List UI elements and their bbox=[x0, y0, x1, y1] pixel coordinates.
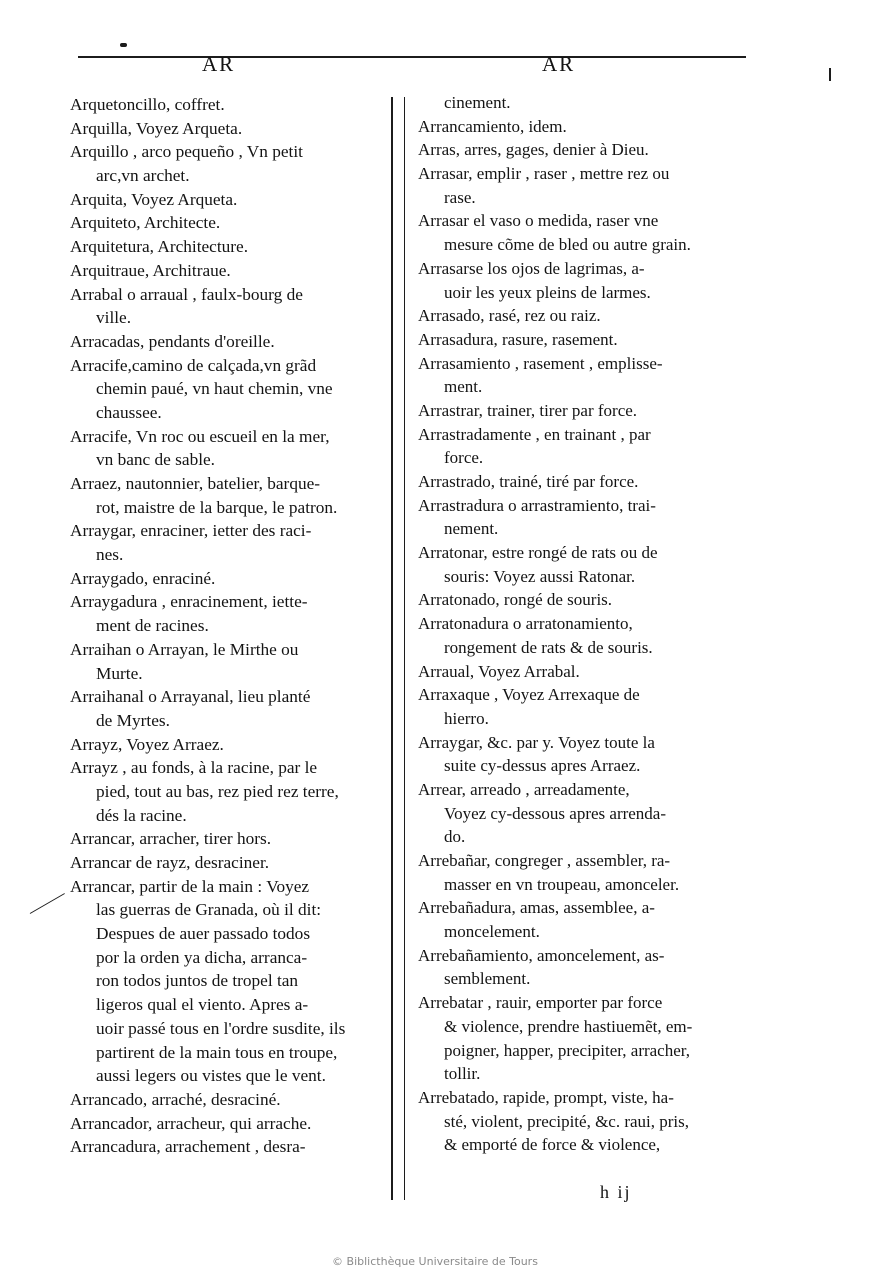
text-line: Arrastradura o arrastramiento, trai- bbox=[418, 495, 656, 515]
text-line: Arratonadura o arratonamiento, bbox=[418, 614, 633, 634]
header-rule bbox=[78, 56, 746, 58]
text-line: Arquetoncillo, coffret. bbox=[70, 95, 225, 114]
text-line: nes. bbox=[96, 545, 124, 565]
text-line: Arquitetura, Architecture. bbox=[70, 237, 249, 257]
text-line: Arquilla, Voyez Arqueta. bbox=[70, 118, 243, 138]
text-line: Arracife, Vn roc ou escueil en la mer, bbox=[70, 426, 330, 446]
text-line: tollir. bbox=[444, 1064, 481, 1084]
text-line: Arraual, Voyez Arrabal. bbox=[418, 661, 580, 681]
text-line: vn banc de sable. bbox=[96, 450, 216, 470]
text-line: hierro. bbox=[444, 708, 489, 728]
text-line: rongement de rats & de souris. bbox=[444, 637, 653, 657]
text-line: ment. bbox=[444, 377, 483, 397]
left-column bbox=[70, 93, 390, 1159]
text-line: Arratonado, rongé de souris. bbox=[418, 590, 613, 610]
right-column bbox=[418, 91, 738, 1157]
text-line: dés la racine. bbox=[96, 805, 187, 825]
text-line: semblement. bbox=[444, 969, 531, 989]
text-line: uoir passé tous en l'ordre susdite, ils bbox=[96, 1018, 346, 1038]
text-line: partirent de la main tous en troupe, bbox=[96, 1042, 338, 1062]
text-line: Arrastradamente , en trainant , par bbox=[418, 424, 651, 444]
text-line: Arraihan o Arrayan, le Mirthe ou bbox=[70, 639, 299, 659]
text-line: Arrebatado, rapide, prompt, viste, ha- bbox=[418, 1087, 674, 1107]
text-line: chaussee. bbox=[96, 402, 162, 422]
text-line: Arracadas, pendants d'oreille. bbox=[70, 331, 275, 351]
text-line: souris: Voyez aussi Ratonar. bbox=[444, 566, 636, 586]
text-line: & violence, prendre hastiuemẽt, em- bbox=[444, 1016, 693, 1036]
text-line: ron todos juntos de tropel tan bbox=[96, 971, 299, 991]
text-line: chemin paué, vn haut chemin, vne bbox=[96, 379, 333, 399]
text-line: pied, tout au bas, rez pied rez terre, bbox=[96, 781, 339, 801]
text-line: Arquillo , arco pequeño , Vn petit bbox=[70, 142, 303, 162]
text-line: suite cy-dessus apres Arraez. bbox=[444, 756, 641, 776]
text-line: rot, maistre de la barque, le patron. bbox=[96, 497, 338, 517]
text-line: poigner, happer, precipiter, arracher, bbox=[444, 1040, 691, 1060]
pen-mark bbox=[30, 893, 65, 914]
text-line: Arrear, arreado , arreadamente, bbox=[418, 779, 630, 799]
text-line: Arrasar, emplir , raser , mettre rez ou bbox=[418, 164, 670, 184]
text-line: Arrabal o arraual , faulx-bourg de bbox=[70, 284, 303, 304]
text-line: Arrancar, partir de la main : Voyez bbox=[70, 876, 310, 896]
text-line: Arquitraue, Architraue. bbox=[70, 260, 231, 280]
text-line: de Myrtes. bbox=[96, 710, 170, 730]
text-line: Arrancado, arraché, desraciné. bbox=[70, 1089, 281, 1109]
text-line: ligeros qual el viento. Apres a- bbox=[96, 995, 309, 1015]
text-line: Murte. bbox=[96, 663, 143, 683]
text-line: Arrasadura, rasure, rasement. bbox=[418, 329, 618, 349]
text-line: Arquiteto, Architecte. bbox=[70, 213, 221, 233]
text-line: Arraygadura , enracinement, iette- bbox=[70, 592, 308, 612]
column-rule bbox=[391, 97, 393, 1200]
text-line: masser en vn troupeau, amonceler. bbox=[444, 874, 680, 894]
text-line: uoir les yeux pleins de larmes. bbox=[444, 282, 651, 302]
text-line: aussi legers ou vistes que le vent. bbox=[96, 1066, 326, 1086]
text-line: Arrayz, Voyez Arraez. bbox=[70, 734, 224, 754]
signature-mark: h ij bbox=[600, 1182, 632, 1202]
text-line: Arratonar, estre rongé de rats ou de bbox=[418, 543, 658, 563]
text-line: Arquita, Voyez Arqueta. bbox=[70, 189, 238, 209]
text-line: las guerras de Granada, où il dit: bbox=[96, 900, 322, 920]
text-line: Arraygar, &c. par y. Voyez toute la bbox=[418, 732, 655, 752]
text-line: Arrebatar , rauir, emporter par force bbox=[418, 993, 663, 1013]
library-credit: © Biblicthèque Universitaire de Tours bbox=[332, 1255, 538, 1268]
text-line: rase. bbox=[444, 187, 476, 207]
text-line: moncelement. bbox=[444, 922, 540, 942]
text-line: mesure cõme de bled ou autre grain. bbox=[444, 235, 691, 255]
text-line: Arrasarse los ojos de lagrimas, a- bbox=[418, 258, 645, 278]
text-line: ment de racines. bbox=[96, 616, 209, 636]
text-line: Arrancamiento, idem. bbox=[418, 116, 567, 136]
text-line: Arras, arres, gages, denier à Dieu. bbox=[418, 140, 649, 160]
text-line: Arraez, nautonnier, batelier, barque- bbox=[70, 474, 321, 493]
running-head-right: AR bbox=[542, 52, 576, 76]
text-line: Arrastrado, trainé, tiré par force. bbox=[418, 472, 639, 491]
text-line: por la orden ya dicha, arranca- bbox=[96, 947, 308, 967]
text-line: Arraxaque , Voyez Arrexaque de bbox=[418, 685, 640, 705]
text-line: Arrasar el vaso o medida, raser vne bbox=[418, 211, 659, 231]
column-rule bbox=[404, 97, 405, 1200]
text-line: Arraihanal o Arrayanal, lieu planté bbox=[70, 687, 311, 707]
text-line: & emporté de force & violence, bbox=[444, 1135, 661, 1155]
text-line: Arrastrar, trainer, tirer par force. bbox=[418, 400, 638, 420]
text-line: Arrancar, arracher, tirer hors. bbox=[70, 829, 272, 849]
running-head-left: AR bbox=[202, 52, 236, 76]
text-line: sté, violent, precipité, &c. raui, pris, bbox=[444, 1111, 690, 1131]
text-line: ville. bbox=[96, 308, 132, 328]
text-line: Arrebañadura, amas, assemblee, a- bbox=[418, 898, 655, 918]
text-line: Arrasado, rasé, rez ou raiz. bbox=[418, 306, 601, 326]
text-line: Arracife,camino de calçada,vn grãd bbox=[70, 355, 317, 375]
text-line: Arrancar de rayz, desraciner. bbox=[70, 853, 270, 872]
text-line: Arrayz , au fonds, à la racine, par le bbox=[70, 758, 318, 778]
text-line: Despues de auer passado todos bbox=[96, 924, 311, 944]
text-line: Arrebañar, congreger , assembler, ra- bbox=[418, 851, 671, 870]
margin-mark bbox=[829, 68, 831, 81]
text-line: cinement. bbox=[444, 93, 511, 112]
text-line: Arraygar, enraciner, ietter des raci- bbox=[70, 521, 312, 541]
text-line: arc,vn archet. bbox=[96, 166, 190, 186]
text-line: Arrancadura, arrachement , desra- bbox=[70, 1137, 306, 1157]
text-line: nement. bbox=[444, 519, 499, 539]
text-line: Arraygado, enraciné. bbox=[70, 568, 216, 588]
text-line: do. bbox=[444, 827, 466, 847]
text-line: Arrasamiento , rasement , emplisse- bbox=[418, 353, 663, 373]
text-line: Voyez cy-dessous apres arrenda- bbox=[444, 803, 667, 823]
text-line: Arrebañamiento, amoncelement, as- bbox=[418, 945, 665, 965]
ink-dot bbox=[120, 43, 127, 47]
text-line: force. bbox=[444, 448, 484, 468]
text-line: Arrancador, arracheur, qui arrache. bbox=[70, 1113, 312, 1133]
